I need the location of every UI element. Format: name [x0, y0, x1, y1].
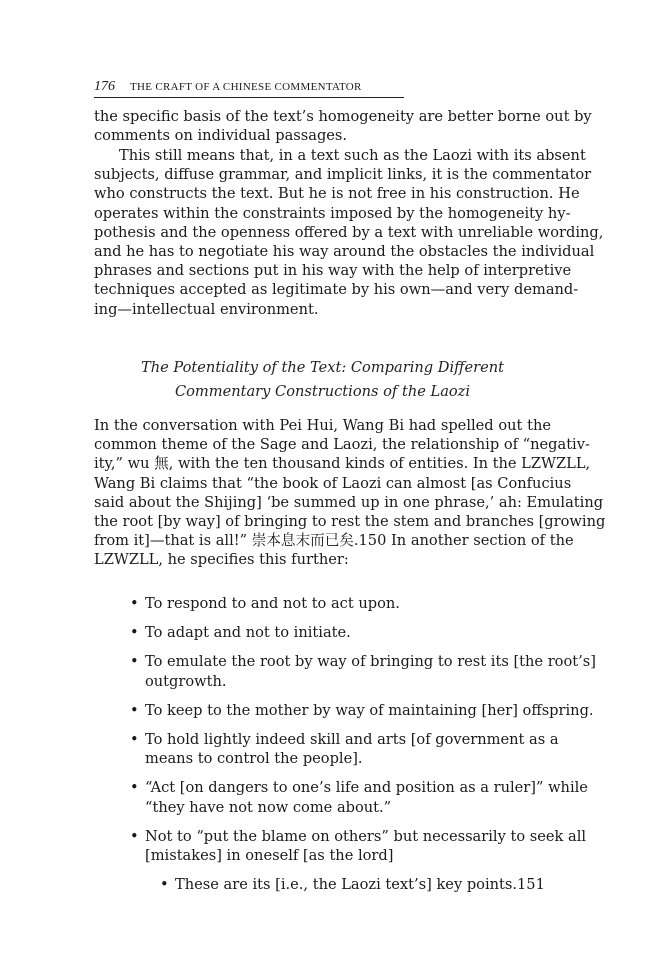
- list-item-text: “Act [on dangers to one’s life and position as a ruler]” while: [145, 779, 588, 797]
- list-item-text: outgrowth.: [145, 672, 227, 690]
- bullet-icon: •: [130, 624, 139, 642]
- text-line: the root [by way] of bringing to rest the stem and branches [growing: [94, 513, 606, 531]
- paragraph-1: [94, 107, 592, 145]
- list-item-text: [mistakes] in oneself [as the lord]: [145, 847, 394, 865]
- text-line: common theme of the Sage and Laozi, the relationship of “negativ-: [94, 436, 590, 454]
- section-heading-line: Commentary Constructions of the Laozi: [174, 383, 471, 400]
- list-item: [130, 652, 596, 690]
- list-item: [130, 594, 552, 613]
- text-line: operates within the constraints imposed by the homogeneity hy-: [94, 204, 571, 222]
- list-item: [130, 827, 587, 865]
- text-line: LZWZLL, he specifies this further:: [94, 551, 349, 569]
- text-line: techniques accepted as legitimate by his own—and very demand-: [94, 281, 579, 299]
- text-line: who constructs the text. But he is not free in his construction. He: [94, 185, 580, 203]
- text-line: the specific basis of the text’s homogeneity are better borne out by: [94, 108, 592, 125]
- sub-list-item: [160, 875, 552, 894]
- list-item-text: To respond to and not to act upon.: [145, 595, 400, 612]
- text-line: said about the Shijing] ‘be summed up in one phrase,’ ah: Emulating: [94, 493, 604, 511]
- bullet-icon: •: [130, 595, 139, 612]
- text-line: from it]—that is all!” 崇本息末而已矣.150 In another section of the: [94, 532, 574, 550]
- sub-list-item-text: These are its [i.e., the Laozi text’s] key points.151: [175, 876, 545, 894]
- bullet-icon: •: [130, 701, 139, 719]
- text-line: comments on individual passages.: [94, 127, 348, 145]
- list-item-text: Not to “put the blame on others” but necessarily to seek all: [145, 827, 587, 845]
- text-line: This still means that, in a text such as the Laozi with its absent: [119, 147, 586, 164]
- bullet-icon: •: [160, 876, 169, 894]
- text-line: subjects, diffuse grammar, and implicit links, it is the commentator: [94, 166, 592, 184]
- key-points-list: [130, 594, 596, 904]
- list-item-text: means to control the people].: [145, 750, 363, 768]
- text-line: pothesis and the openness offered by a text with unreliable wording,: [94, 223, 604, 241]
- running-title: THE CRAFT OF A CHINESE COMMENTATOR: [130, 81, 362, 93]
- bullet-icon: •: [130, 731, 139, 749]
- text-line: Wang Bi claims that “the book of Laozi can almost [as Confucius: [94, 474, 572, 492]
- text-line: and he has to negotiate his way around the obstacles the individual: [94, 243, 595, 261]
- text-line: ity,” wu 無, with the ten thousand kinds of entities. In the LZWZLL,: [94, 455, 591, 473]
- bullet-icon: •: [130, 827, 139, 845]
- list-item: [130, 701, 594, 720]
- paragraph-2: [94, 146, 604, 319]
- bullet-icon: •: [130, 779, 139, 797]
- list-item: [130, 623, 552, 642]
- list-item: [130, 730, 559, 768]
- text-line: phrases and sections put in his way with the help of interpretive: [94, 262, 572, 280]
- list-item-text: To keep to the mother by way of maintaining [her] offspring.: [145, 701, 594, 719]
- page-number: 176: [94, 79, 115, 94]
- running-header: [94, 77, 404, 98]
- paragraph-3: [94, 416, 606, 570]
- section-heading-line: The Potentiality of the Text: Comparing Different: [141, 359, 504, 376]
- list-item-text: To emulate the root by way of bringing to rest its [the root’s]: [145, 653, 596, 671]
- section-heading: [94, 356, 551, 404]
- list-item-text: To hold lightly indeed skill and arts [of government as a: [145, 731, 559, 749]
- list-item-text: “they have not now come about.”: [145, 798, 392, 816]
- list-item-text: To adapt and not to initiate.: [145, 624, 351, 642]
- text-line: In the conversation with Pei Hui, Wang Bi had spelled out the: [94, 417, 551, 434]
- bullet-icon: •: [130, 653, 139, 671]
- list-item: [130, 778, 588, 816]
- text-line: ing—intellectual environment.: [94, 300, 319, 318]
